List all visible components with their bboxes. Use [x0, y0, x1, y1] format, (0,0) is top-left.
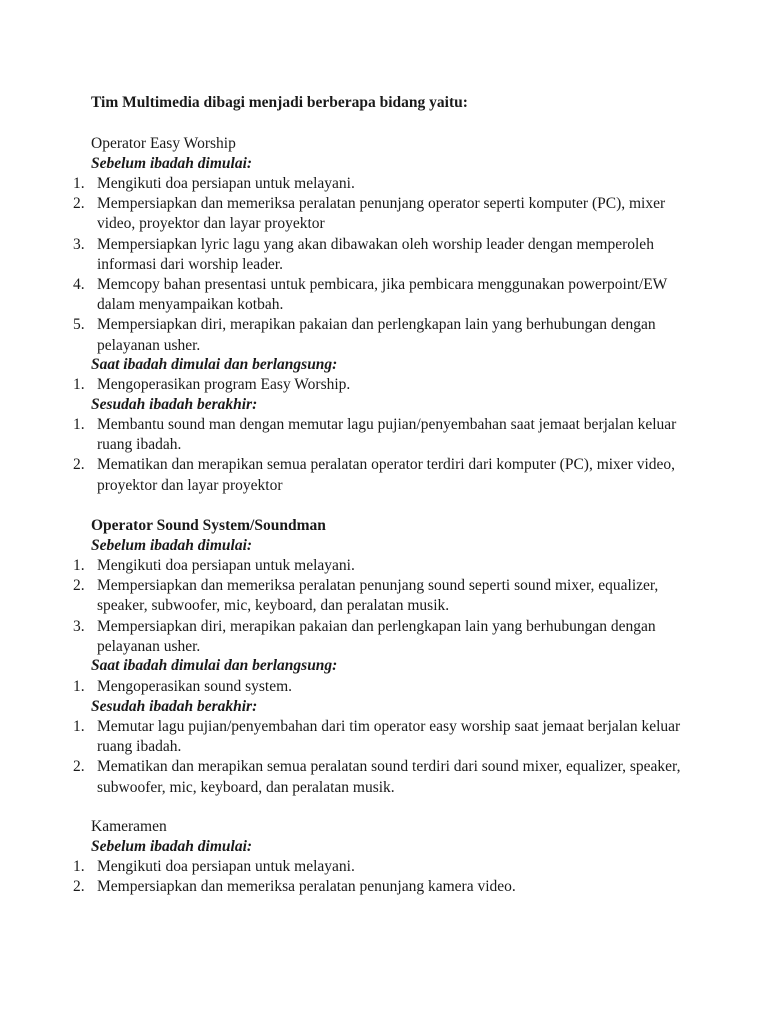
item-number: 2. — [73, 577, 85, 595]
item-text: Mempersiapkan diri, merapikan pakaian dan perlengkapan lain yang berhubungan dengan pelayanan usher. — [97, 316, 656, 354]
item-number: 1. — [73, 858, 85, 875]
phase-label: Sebelum ibadah dimulai: — [91, 155, 253, 172]
item-text: Memutar lagu pujian/penyembahan dari tim operator easy worship saat jemaat berjalan keluar ruang ibadah. — [97, 718, 681, 756]
item-number: 2. — [73, 456, 85, 474]
item-number: 3. — [73, 235, 85, 253]
task-list — [0, 556, 687, 657]
intro-heading: Tim Multimedia dibagi menjadi berberapa bidang yaitu: — [91, 94, 468, 111]
item-text: Mempersiapkan diri, merapikan pakaian dan perlengkapan lain yang berhubungan dengan pelayanan usher. — [97, 617, 656, 655]
item-text: Membantu sound man dengan memutar lagu pujian/penyembahan saat jemaat berjalan keluar ruang ibadah. — [97, 416, 677, 454]
list-item — [0, 415, 687, 455]
list-item — [0, 617, 687, 657]
task-list — [0, 857, 687, 897]
task-list — [0, 174, 687, 356]
item-number: 1. — [73, 557, 85, 574]
list-item — [0, 677, 687, 697]
list-item — [0, 857, 687, 877]
item-number: 2. — [73, 878, 85, 896]
item-number: 1. — [73, 175, 85, 192]
phase-label: Sebelum ibadah dimulai: — [91, 537, 253, 554]
list-item — [0, 194, 687, 234]
item-text: Mematikan dan merapikan semua peralatan sound terdiri dari sound mixer, equalizer, speaker, subwoofer, mic, keyboard, dan peralatan musik. — [97, 758, 681, 796]
item-text: Mengoperasikan sound system. — [97, 678, 293, 695]
phase-label: Saat ibadah dimulai dan berlangsung: — [91, 356, 338, 373]
item-text: Mematikan dan merapikan semua peralatan operator terdiri dari komputer (PC), mixer video, proyektor dan layar proyektor — [97, 456, 676, 494]
list-item — [0, 556, 687, 576]
list-item — [0, 375, 687, 395]
list-item — [0, 717, 687, 757]
item-text: Mengikuti doa persiapan untuk melayani. — [97, 557, 355, 574]
phase-label: Sebelum ibadah dimulai: — [91, 838, 253, 855]
list-item — [0, 757, 687, 797]
list-item — [0, 576, 687, 616]
item-number: 2. — [73, 195, 85, 213]
task-list — [0, 717, 687, 798]
list-item — [0, 315, 687, 355]
task-list — [0, 415, 687, 496]
item-number: 1. — [73, 416, 85, 433]
section-title: Operator Easy Worship — [91, 135, 236, 152]
list-item — [0, 455, 687, 495]
item-number: 4. — [73, 276, 85, 294]
item-text: Mengikuti doa persiapan untuk melayani. — [97, 175, 355, 192]
item-text: Mengikuti doa persiapan untuk melayani. — [97, 858, 355, 875]
item-text: Mempersiapkan dan memeriksa peralatan penunjang sound seperti sound mixer, equalizer, speaker, subwoofer, mic, keyboard, dan peralatan musik. — [97, 577, 659, 615]
item-number: 2. — [73, 758, 85, 776]
item-text: Mempersiapkan dan memeriksa peralatan penunjang kamera video. — [97, 878, 516, 896]
task-list — [0, 375, 687, 395]
item-text: Mempersiapkan dan memeriksa peralatan penunjang operator seperti komputer (PC), mixer video, proyektor dan layar proyektor — [97, 195, 666, 233]
list-item — [0, 174, 687, 194]
list-item — [0, 235, 687, 275]
section-title: Operator Sound System/Soundman — [91, 517, 326, 534]
phase-label: Sesudah ibadah berakhir: — [91, 698, 258, 715]
item-number: 1. — [73, 718, 85, 735]
item-number: 1. — [73, 376, 85, 393]
item-number: 5. — [73, 316, 85, 334]
item-text: Mengoperasikan program Easy Worship. — [97, 376, 351, 393]
list-item — [0, 877, 687, 897]
list-item — [0, 275, 687, 315]
item-text: Mempersiapkan lyric lagu yang akan dibawakan oleh worship leader dengan memperoleh informasi dari worship leader. — [97, 235, 654, 273]
phase-label: Sesudah ibadah berakhir: — [91, 396, 258, 413]
task-list — [0, 677, 687, 697]
item-number: 1. — [73, 678, 85, 695]
section-title: Kameramen — [91, 818, 167, 835]
phase-label: Saat ibadah dimulai dan berlangsung: — [91, 657, 338, 674]
item-number: 3. — [73, 617, 85, 635]
item-text: Memcopy bahan presentasi untuk pembicara, jika pembicara menggunakan powerpoint/EW dalam menyampaikan kotbah. — [97, 276, 668, 314]
